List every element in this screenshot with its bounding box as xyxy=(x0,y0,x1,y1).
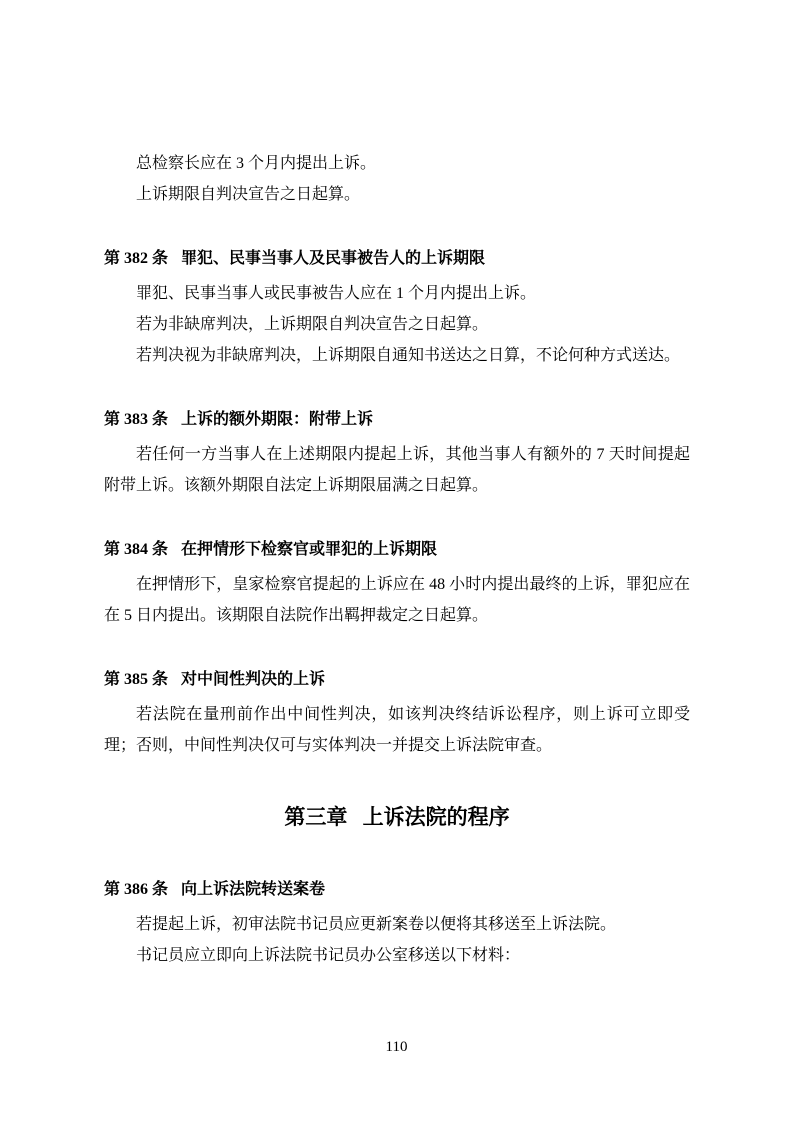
article-number: 第 384 条 xyxy=(104,541,169,558)
intro-paragraph: 上诉期限自判决宣告之日起算。 xyxy=(136,186,361,203)
article-heading xyxy=(104,664,690,695)
chapter-title: 上诉法院的程序 xyxy=(362,805,510,829)
chapter-number: 第三章 xyxy=(284,805,348,829)
article-title: 对中间性判决的上诉 xyxy=(181,671,326,688)
page-number: 110 xyxy=(385,1039,408,1055)
article-382 xyxy=(104,243,690,371)
article-383 xyxy=(104,404,690,501)
article-heading xyxy=(104,874,690,905)
article-heading xyxy=(104,243,690,274)
article-number: 第 386 条 xyxy=(104,881,169,898)
article-paragraph: 罪犯、民事当事人或民事被告人应在 1 个月内提出上诉。 xyxy=(136,285,537,302)
intro-paragraph: 总检察长应在 3 个月内提出上诉。 xyxy=(136,155,377,172)
article-paragraph: 在押情形下，皇家检察官提起的上诉应在 48 小时内提出最终的上诉，罪犯应在在 5 日内提出。该期限自法院作出羁押裁定之日起算。 xyxy=(104,576,690,624)
article-paragraph: 若法院在量刑前作出中间性判决，如该判决终结诉讼程序，则上诉可立即受理；否则，中间性判决仅可与实体判决一并提交上诉法院审查。 xyxy=(104,706,690,754)
article-number: 第 383 条 xyxy=(104,411,169,428)
article-paragraph: 若判决视为非缺席判决，上诉期限自通知书送达之日算，不论何种方式送达。 xyxy=(136,347,681,364)
article-386 xyxy=(104,874,690,971)
article-number: 第 382 条 xyxy=(104,250,169,267)
article-heading xyxy=(104,404,690,435)
article-paragraph: 书记员应立即向上诉法院书记员办公室移送以下材料： xyxy=(136,947,521,964)
article-title: 上诉的额外期限：附带上诉 xyxy=(181,411,374,428)
article-heading xyxy=(104,534,690,565)
article-title: 罪犯、民事当事人及民事被告人的上诉期限 xyxy=(181,250,486,267)
article-number: 第 385 条 xyxy=(104,671,169,688)
article-paragraph: 若提起上诉，初审法院书记员应更新案卷以便将其移送至上诉法院。 xyxy=(136,916,617,933)
article-384 xyxy=(104,534,690,631)
chapter-heading xyxy=(104,801,690,833)
article-title: 向上诉法院转送案卷 xyxy=(181,881,326,898)
article-385 xyxy=(104,664,690,761)
article-paragraph: 若任何一方当事人在上述期限内提起上诉，其他当事人有额外的 7 天时间提起附带上诉。该额外期限自法定上诉期限届满之日起算。 xyxy=(104,446,690,494)
article-title: 在押情形下检察官或罪犯的上诉期限 xyxy=(181,541,438,558)
article-paragraph: 若为非缺席判决，上诉期限自判决宣告之日起算。 xyxy=(136,316,489,333)
